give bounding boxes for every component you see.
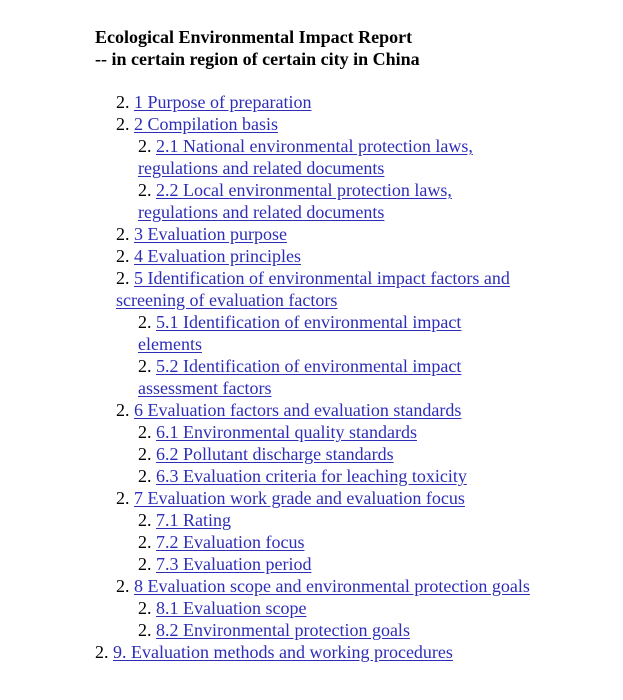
toc-item-prefix: 2. xyxy=(138,554,156,574)
toc-item-prefix: 2. xyxy=(116,246,134,266)
toc-link[interactable]: 7.1 Rating xyxy=(156,510,231,530)
title-line-1: Ecological Environmental Impact Report xyxy=(95,27,413,47)
toc-link[interactable]: 4 Evaluation principles xyxy=(134,246,301,266)
toc-item-prefix: 2. xyxy=(116,576,134,596)
toc-item-prefix: 2. xyxy=(138,356,156,376)
toc-link[interactable]: 2 Compilation basis xyxy=(134,114,278,134)
toc-link[interactable]: 5.1 Identification of environmental impact elements xyxy=(138,312,462,354)
toc-link[interactable]: 5.2 Identification of environmental impact assessment factors xyxy=(138,356,462,398)
toc-item xyxy=(0,421,483,443)
toc-item-prefix: 2. xyxy=(138,312,156,332)
toc-item-prefix: 2. xyxy=(138,422,156,442)
toc-link[interactable]: 8.1 Evaluation scope xyxy=(156,598,307,618)
toc-item xyxy=(0,399,536,421)
toc-item xyxy=(0,179,483,223)
toc-item-prefix: 2. xyxy=(116,268,134,288)
toc-item xyxy=(0,267,536,311)
toc-link[interactable]: 6 Evaluation factors and evaluation standards xyxy=(134,400,462,420)
toc-item xyxy=(0,311,483,355)
toc-item xyxy=(0,465,483,487)
toc-item xyxy=(0,245,536,267)
toc-item xyxy=(0,487,536,509)
toc-item xyxy=(0,553,483,575)
toc-link[interactable]: 2.2 Local environmental protection laws, regulations and related documents xyxy=(138,180,452,222)
toc-link[interactable]: 7.2 Evaluation focus xyxy=(156,532,305,552)
toc-item-prefix: 2. xyxy=(116,92,134,112)
toc-link[interactable]: 1 Purpose of preparation xyxy=(134,92,312,112)
document-title xyxy=(95,26,420,70)
toc-item xyxy=(0,575,536,597)
toc-link[interactable]: 6.2 Pollutant discharge standards xyxy=(156,444,394,464)
toc-item-prefix: 2. xyxy=(116,400,134,420)
toc-item xyxy=(0,113,536,135)
toc-item xyxy=(0,509,483,531)
table-of-contents xyxy=(0,91,623,663)
toc-item xyxy=(0,619,483,641)
title-line-2: -- in certain region of certain city in China xyxy=(95,49,420,69)
toc-item-prefix: 2. xyxy=(138,620,156,640)
toc-link[interactable]: 6.1 Environmental quality standards xyxy=(156,422,417,442)
toc-item-prefix: 2. xyxy=(138,180,156,200)
toc-item-prefix: 2. xyxy=(138,532,156,552)
toc-item xyxy=(0,355,483,399)
toc-item xyxy=(0,91,536,113)
toc-item-prefix: 2. xyxy=(138,598,156,618)
toc-item xyxy=(0,531,483,553)
toc-item xyxy=(0,135,483,179)
toc-item-prefix: 2. xyxy=(138,510,156,530)
toc-link[interactable]: 6.3 Evaluation criteria for leaching toxicity xyxy=(156,466,467,486)
toc-link[interactable]: 3 Evaluation purpose xyxy=(134,224,287,244)
toc-link[interactable]: 5 Identification of environmental impact factors and screening of evaluation factors xyxy=(116,268,510,310)
toc-item-prefix: 2. xyxy=(116,488,134,508)
toc-item-prefix: 2. xyxy=(116,224,134,244)
toc-item xyxy=(0,223,536,245)
toc-item xyxy=(0,641,515,663)
toc-link[interactable]: 7.3 Evaluation period xyxy=(156,554,312,574)
toc-item-prefix: 2. xyxy=(116,114,134,134)
toc-item-prefix: 2. xyxy=(95,642,113,662)
toc-link[interactable]: 2.1 National environmental protection laws, regulations and related documents xyxy=(138,136,473,178)
toc-item-prefix: 2. xyxy=(138,444,156,464)
toc-item-prefix: 2. xyxy=(138,136,156,156)
toc-item xyxy=(0,443,483,465)
toc-item-prefix: 2. xyxy=(138,466,156,486)
toc-link[interactable]: 9. Evaluation methods and working procedures xyxy=(113,642,453,662)
toc-item xyxy=(0,597,483,619)
toc-link[interactable]: 8.2 Environmental protection goals xyxy=(156,620,410,640)
toc-link[interactable]: 8 Evaluation scope and environmental protection goals xyxy=(134,576,530,596)
toc-link[interactable]: 7 Evaluation work grade and evaluation focus xyxy=(134,488,465,508)
